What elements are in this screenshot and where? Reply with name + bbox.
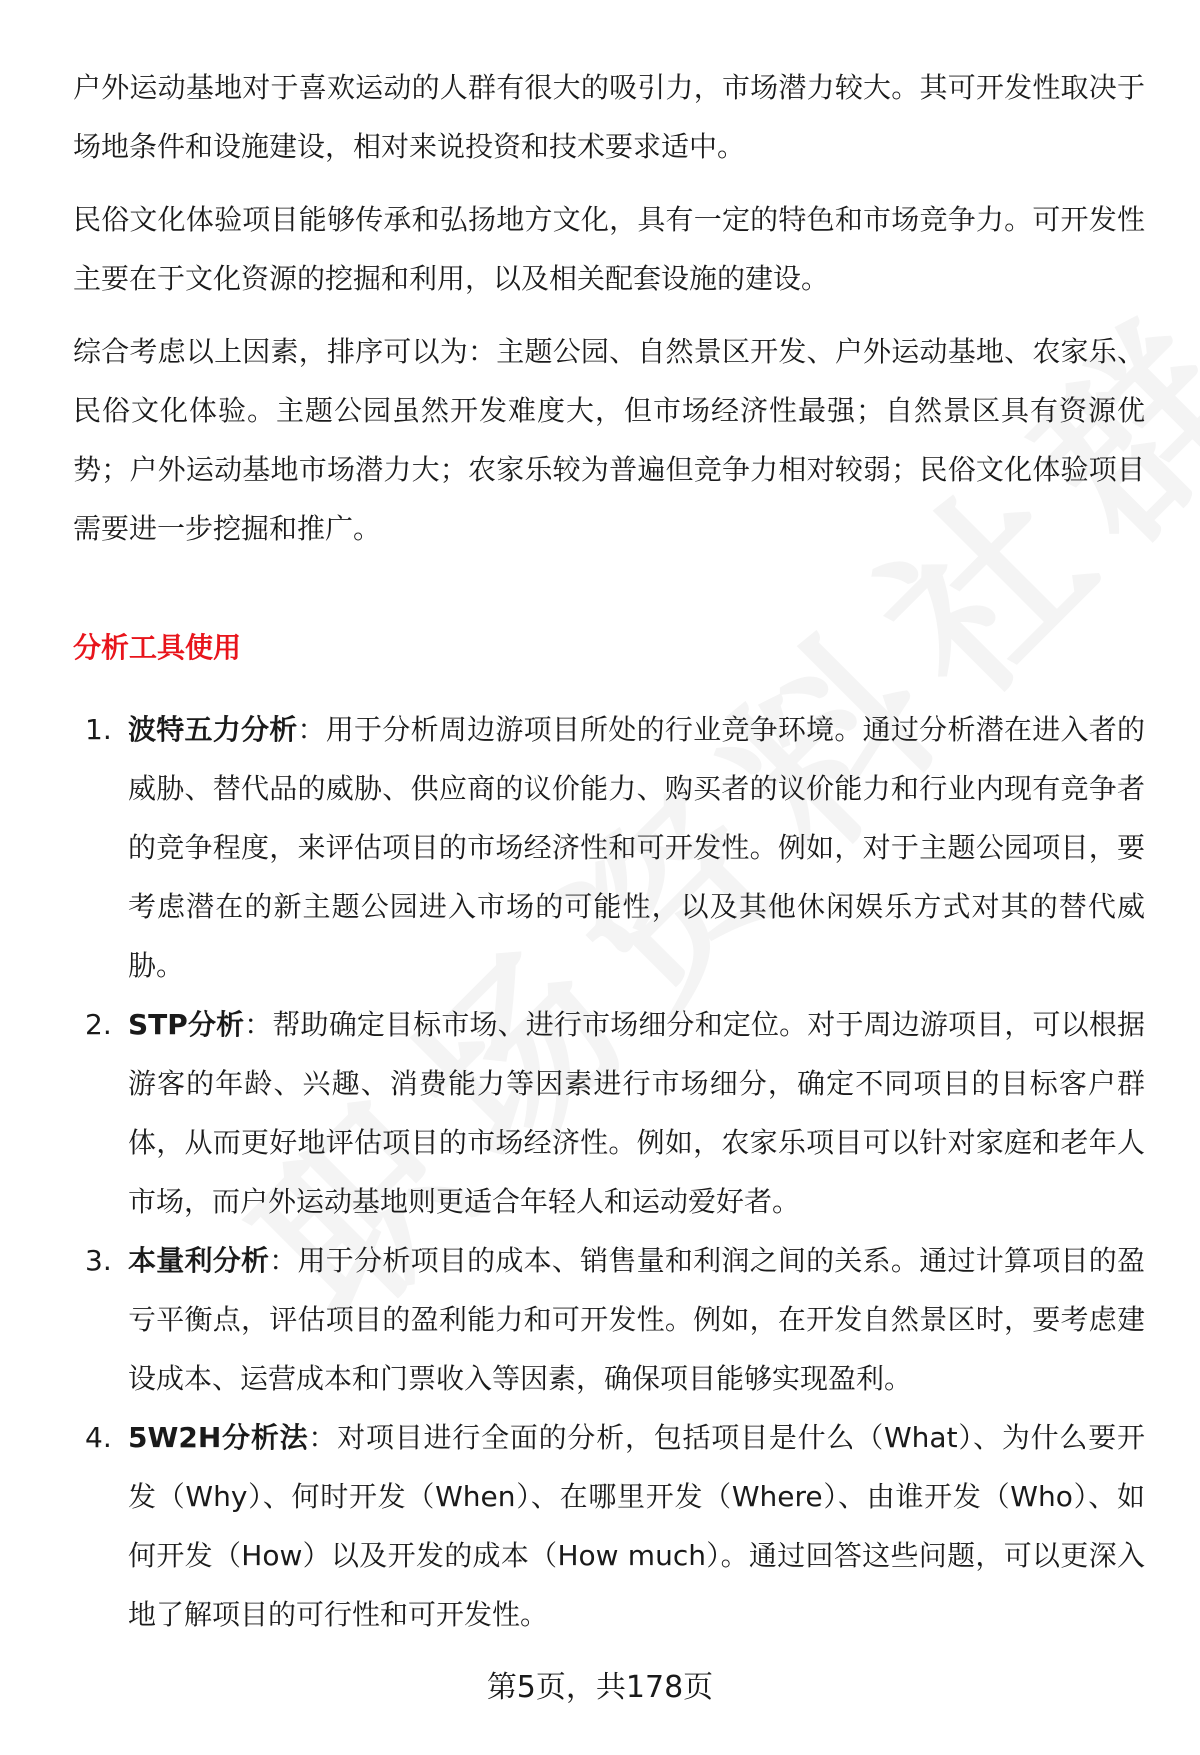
tool-term: STP分析 bbox=[128, 1008, 245, 1041]
tool-description: ：用于分析周边游项目所处的行业竞争环境。通过分析潜在进入者的威胁、替代品的威胁、供应商的议价能力、购买者的议价能力和行业内现有竞争者的竞争程度，来评估项目的市场经济性和可开发性。例如，对于主题公园项目，要考虑潜在的新主题公园进入市场的可能性，以及其他休闲娱乐方式对其的替代威胁。 bbox=[128, 713, 1145, 982]
tool-term: 波特五力分析 bbox=[128, 713, 298, 746]
list-number: 4. bbox=[85, 1421, 112, 1454]
list-number: 2. bbox=[85, 1008, 112, 1041]
list-number: 3. bbox=[85, 1244, 112, 1277]
page-footer: 第5页，共178页 bbox=[486, 1670, 714, 1705]
section-heading: 分析工具使用 bbox=[73, 631, 242, 664]
paragraph-outdoor-base: 户外运动基地对于喜欢运动的人群有很大的吸引力，市场潜力较大。其可开发性取决于场地条件和设施建设，相对来说投资和技术要求适中。 bbox=[73, 71, 1145, 163]
list-item bbox=[73, 1231, 1145, 1408]
paragraph-ranking-summary: 综合考虑以上因素，排序可以为：主题公园、自然景区开发、户外运动基地、农家乐、民俗文化体验。主题公园虽然开发难度大，但市场经济性最强；自然景区具有资源优势；户外运动基地市场潜力大；农家乐较为普遍但竞争力相对较弱；民俗文化体验项目需要进一步挖掘和推广。 bbox=[73, 335, 1145, 545]
tool-term: 5W2H分析法 bbox=[128, 1421, 309, 1454]
list-number: 1. bbox=[85, 713, 112, 746]
tool-description: ：帮助确定目标市场、进行市场细分和定位。对于周边游项目，可以根据游客的年龄、兴趣、消费能力等因素进行市场细分，确定不同项目的目标客户群体，从而更好地评估项目的市场经济性。例如，农家乐项目可以针对家庭和老年人市场，而户外运动基地则更适合年轻人和运动爱好者。 bbox=[128, 1008, 1145, 1218]
list-item bbox=[73, 700, 1145, 995]
list-item bbox=[73, 1408, 1145, 1644]
tools-list bbox=[73, 700, 1145, 1644]
tool-description: ：对项目进行全面的分析，包括项目是什么（What）、为什么要开发（Why）、何时开发（When）、在哪里开发（Where）、由谁开发（Who）、如何开发（How）以及开发的成本（How much）。通过回答这些问题，可以更深入地了解项目的可行性和可开发性。 bbox=[128, 1421, 1145, 1631]
tool-term: 本量利分析 bbox=[128, 1244, 270, 1277]
paragraph-folk-culture: 民俗文化体验项目能够传承和弘扬地方文化，具有一定的特色和市场竞争力。可开发性主要在于文化资源的挖掘和利用，以及相关配套设施的建设。 bbox=[73, 203, 1145, 295]
list-item bbox=[73, 995, 1145, 1231]
tool-description: ：用于分析项目的成本、销售量和利润之间的关系。通过计算项目的盈亏平衡点，评估项目的盈利能力和可开发性。例如，在开发自然景区时，要考虑建设成本、运营成本和门票收入等因素，确保项目能够实现盈利。 bbox=[128, 1244, 1145, 1395]
